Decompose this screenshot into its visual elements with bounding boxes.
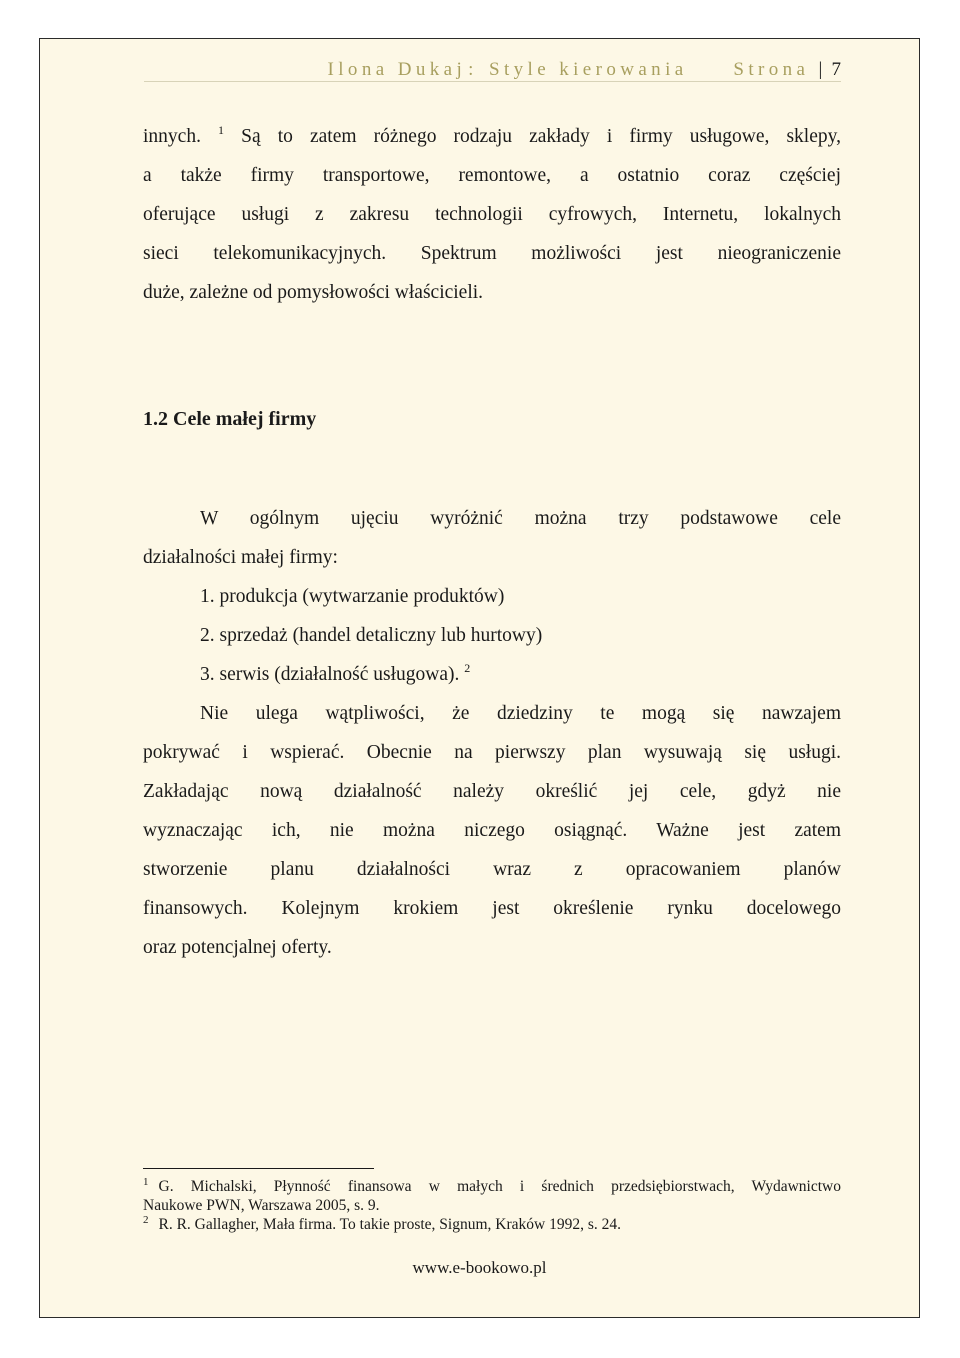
- footnote-text: G. Michalski, Płynność finansowa w małych i średnich przedsiębiorstwach, Wydawnictwo: [158, 1178, 841, 1195]
- footnote-text: R. R. Gallagher, Mała firma. To takie proste, Signum, Kraków 1992, s. 24.: [158, 1216, 622, 1233]
- footnote-separator: [143, 1168, 374, 1169]
- footnote-line: Naukowe PWN, Warszawa 2005, s. 9.: [143, 1197, 380, 1214]
- list-item-text: 3. serwis (działalność usługowa).: [200, 664, 460, 685]
- footnote-2: [143, 1215, 841, 1234]
- paragraph-text: Są to zatem różnego rodzaju zakłady i firmy usługowe, sklepy,: [241, 126, 841, 147]
- paragraph-line: a także firmy transportowe, remontowe, a ostatnio coraz częściej: [143, 165, 841, 186]
- paragraph-line: oraz potencjalnej oferty.: [143, 937, 332, 958]
- paragraph-goals: [143, 499, 841, 967]
- paragraph-line: pokrywać i wspierać. Obecnie na pierwszy plan wysuwają się usługi.: [143, 742, 841, 763]
- footnote-line: [143, 1177, 841, 1196]
- header-author: Ilona Dukaj: [327, 59, 467, 80]
- header-separator: :: [468, 59, 478, 80]
- paragraph-line: wyznaczając ich, nie można niczego osiągnąć. Ważne jest zatem: [143, 820, 841, 841]
- header-rule: [144, 81, 841, 82]
- paragraph-line: sieci telekomunikacyjnych. Spektrum możliwości jest nieograniczenie: [143, 243, 841, 264]
- header-page-label: Strona: [733, 59, 810, 80]
- paragraph-line: oferujące usługi z zakresu technologii cyfrowych, Internetu, lokalnych: [143, 204, 841, 225]
- footer-url[interactable]: www.e-bookowo.pl: [412, 1258, 547, 1277]
- paragraph-line: [143, 117, 841, 156]
- list-item: 2. sprzedaż (handel detaliczny lub hurtowy): [200, 625, 543, 646]
- section-heading: 1.2 Cele małej firmy: [143, 408, 317, 430]
- footnote-line: [143, 1215, 841, 1234]
- header-divider: |: [818, 59, 823, 80]
- document-page: [39, 38, 920, 1318]
- footnote-mark: 2: [143, 1214, 149, 1226]
- paragraph-text: innych.: [143, 126, 201, 147]
- footnotes: [143, 1177, 841, 1234]
- paragraph-line: stworzenie planu działalności wraz z opracowaniem planów: [143, 859, 841, 880]
- list-item: 1. produkcja (wytwarzanie produktów): [200, 586, 505, 607]
- header-page-number: 7: [831, 59, 841, 80]
- footnote-mark: 1: [143, 1176, 149, 1188]
- header-title: Style kierowania: [488, 59, 688, 80]
- list-item: [143, 655, 841, 694]
- footnote-ref-2: 2: [464, 661, 471, 675]
- paragraph-line: finansowych. Kolejnym krokiem jest określenie rynku docelowego: [143, 898, 841, 919]
- footnote-1: [143, 1177, 841, 1215]
- footnote-ref-1: 1: [218, 123, 225, 137]
- paragraph-line: działalności małej firmy:: [143, 547, 338, 568]
- paragraph-continued: [143, 117, 841, 312]
- paragraph-line: duże, zależne od pomysłowości właścicieli.: [143, 282, 484, 303]
- paragraph-line: Zakładając nową działalność należy określić jej cele, gdyż nie: [143, 781, 841, 802]
- paragraph-line: W ogólnym ujęciu wyróżnić można trzy podstawowe cele: [200, 508, 841, 529]
- paragraph-line: Nie ulega wątpliwości, że dziedziny te mogą się nawzajem: [200, 703, 841, 724]
